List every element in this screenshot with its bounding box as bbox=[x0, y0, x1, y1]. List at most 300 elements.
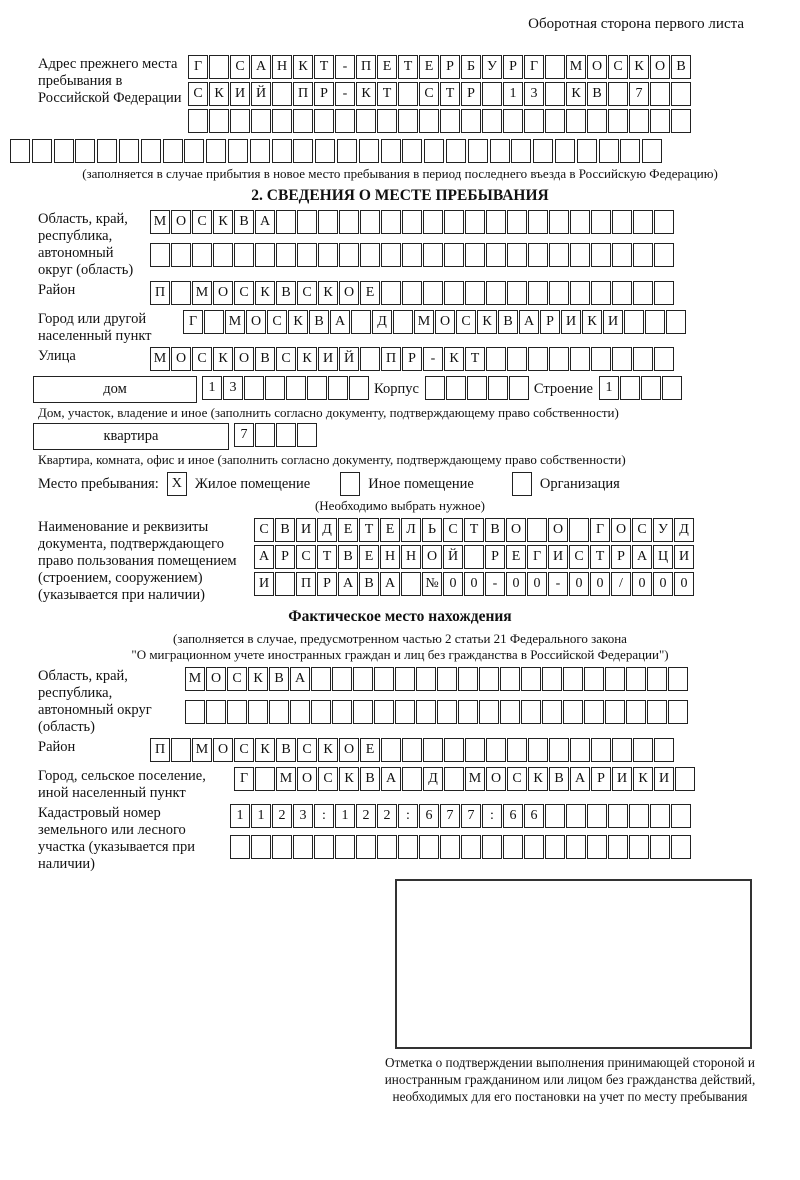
char-cell[interactable] bbox=[339, 243, 359, 267]
char-cell[interactable]: С bbox=[419, 82, 439, 106]
char-cell[interactable]: 0 bbox=[506, 572, 526, 596]
char-cell[interactable] bbox=[251, 109, 271, 133]
char-cell[interactable] bbox=[486, 243, 506, 267]
char-cell[interactable] bbox=[633, 347, 653, 371]
char-cell[interactable]: А bbox=[338, 572, 358, 596]
char-cell[interactable]: И bbox=[548, 545, 568, 569]
char-cell[interactable]: 6 bbox=[419, 804, 439, 828]
char-cell[interactable]: И bbox=[230, 82, 250, 106]
char-cell[interactable] bbox=[549, 281, 569, 305]
char-cell[interactable] bbox=[311, 667, 331, 691]
char-cell[interactable]: Р bbox=[461, 82, 481, 106]
char-cell[interactable]: П bbox=[356, 55, 376, 79]
char-cell[interactable]: Т bbox=[590, 545, 610, 569]
char-cell[interactable] bbox=[461, 835, 481, 859]
char-cell[interactable] bbox=[276, 423, 296, 447]
char-cell[interactable] bbox=[335, 835, 355, 859]
char-cell[interactable]: С bbox=[192, 347, 212, 371]
char-cell[interactable]: К bbox=[248, 667, 268, 691]
char-cell[interactable] bbox=[490, 139, 510, 163]
char-cell[interactable] bbox=[650, 109, 670, 133]
char-cell[interactable]: И bbox=[318, 347, 338, 371]
char-cell[interactable] bbox=[545, 804, 565, 828]
char-cell[interactable]: И bbox=[674, 545, 694, 569]
char-cell[interactable] bbox=[633, 210, 653, 234]
char-cell[interactable] bbox=[213, 243, 233, 267]
char-cell[interactable]: А bbox=[254, 545, 274, 569]
char-cell[interactable] bbox=[566, 835, 586, 859]
char-cell[interactable]: У bbox=[653, 518, 673, 542]
char-cell[interactable]: Т bbox=[317, 545, 337, 569]
char-cell[interactable]: Е bbox=[380, 518, 400, 542]
char-cell[interactable] bbox=[465, 210, 485, 234]
char-cell[interactable] bbox=[461, 109, 481, 133]
char-cell[interactable]: 1 bbox=[251, 804, 271, 828]
char-cell[interactable] bbox=[401, 572, 421, 596]
char-cell[interactable] bbox=[599, 139, 619, 163]
char-cell[interactable]: Г bbox=[524, 55, 544, 79]
char-cell[interactable] bbox=[629, 835, 649, 859]
char-cell[interactable] bbox=[402, 243, 422, 267]
char-cell[interactable]: М bbox=[225, 310, 245, 334]
char-cell[interactable]: 6 bbox=[503, 804, 523, 828]
char-cell[interactable] bbox=[416, 700, 436, 724]
char-cell[interactable] bbox=[587, 804, 607, 828]
char-cell[interactable]: К bbox=[633, 767, 653, 791]
char-cell[interactable]: С bbox=[608, 55, 628, 79]
char-cell[interactable] bbox=[272, 835, 292, 859]
char-cell[interactable]: 2 bbox=[377, 804, 397, 828]
char-cell[interactable] bbox=[584, 700, 604, 724]
char-cell[interactable] bbox=[307, 376, 327, 400]
char-cell[interactable]: Н bbox=[401, 545, 421, 569]
char-cell[interactable] bbox=[542, 667, 562, 691]
char-cell[interactable] bbox=[549, 243, 569, 267]
char-cell[interactable]: 6 bbox=[524, 804, 544, 828]
char-cell[interactable] bbox=[507, 243, 527, 267]
char-cell[interactable]: С bbox=[254, 518, 274, 542]
char-cell[interactable] bbox=[265, 376, 285, 400]
char-cell[interactable] bbox=[608, 82, 628, 106]
char-cell[interactable] bbox=[591, 210, 611, 234]
char-cell[interactable] bbox=[468, 139, 488, 163]
char-cell[interactable]: И bbox=[296, 518, 316, 542]
char-cell[interactable]: 7 bbox=[629, 82, 649, 106]
char-cell[interactable] bbox=[650, 82, 670, 106]
char-cell[interactable]: М bbox=[465, 767, 485, 791]
char-cell[interactable] bbox=[633, 281, 653, 305]
char-cell[interactable]: А bbox=[381, 767, 401, 791]
char-cell[interactable] bbox=[381, 210, 401, 234]
char-cell[interactable]: - bbox=[335, 82, 355, 106]
char-cell[interactable]: К bbox=[318, 738, 338, 762]
char-cell[interactable] bbox=[587, 835, 607, 859]
char-cell[interactable]: 2 bbox=[272, 804, 292, 828]
char-cell[interactable] bbox=[332, 667, 352, 691]
char-cell[interactable] bbox=[620, 139, 640, 163]
char-cell[interactable] bbox=[542, 700, 562, 724]
char-cell[interactable]: Т bbox=[398, 55, 418, 79]
char-cell[interactable]: Е bbox=[359, 545, 379, 569]
char-cell[interactable] bbox=[314, 835, 334, 859]
char-cell[interactable] bbox=[624, 310, 644, 334]
char-cell[interactable]: М bbox=[566, 55, 586, 79]
char-cell[interactable] bbox=[332, 700, 352, 724]
char-cell[interactable]: 1 bbox=[230, 804, 250, 828]
char-cell[interactable] bbox=[612, 281, 632, 305]
char-cell[interactable] bbox=[209, 55, 229, 79]
char-cell[interactable] bbox=[507, 738, 527, 762]
char-cell[interactable] bbox=[482, 835, 502, 859]
char-cell[interactable]: С bbox=[297, 281, 317, 305]
char-cell[interactable] bbox=[668, 700, 688, 724]
char-cell[interactable]: А bbox=[632, 545, 652, 569]
char-cell[interactable] bbox=[275, 572, 295, 596]
char-cell[interactable]: Р bbox=[314, 82, 334, 106]
char-cell[interactable]: Ц bbox=[653, 545, 673, 569]
char-cell[interactable] bbox=[293, 109, 313, 133]
char-cell[interactable]: О bbox=[650, 55, 670, 79]
char-cell[interactable]: К bbox=[566, 82, 586, 106]
char-cell[interactable] bbox=[521, 667, 541, 691]
char-cell[interactable]: А bbox=[255, 210, 275, 234]
char-cell[interactable]: С bbox=[456, 310, 476, 334]
char-cell[interactable]: В bbox=[498, 310, 518, 334]
char-cell[interactable]: А bbox=[330, 310, 350, 334]
char-cell[interactable] bbox=[654, 281, 674, 305]
char-cell[interactable]: О bbox=[548, 518, 568, 542]
char-cell[interactable]: О bbox=[486, 767, 506, 791]
char-cell[interactable]: И bbox=[254, 572, 274, 596]
char-cell[interactable]: : bbox=[398, 804, 418, 828]
checkbox-organization[interactable] bbox=[512, 472, 532, 496]
char-cell[interactable] bbox=[395, 667, 415, 691]
char-cell[interactable] bbox=[503, 835, 523, 859]
char-cell[interactable]: С bbox=[632, 518, 652, 542]
char-cell[interactable] bbox=[654, 243, 674, 267]
char-cell[interactable] bbox=[671, 82, 691, 106]
char-cell[interactable]: 7 bbox=[461, 804, 481, 828]
char-cell[interactable] bbox=[184, 139, 204, 163]
char-cell[interactable]: С bbox=[296, 545, 316, 569]
char-cell[interactable] bbox=[528, 347, 548, 371]
char-cell[interactable] bbox=[444, 210, 464, 234]
char-cell[interactable]: С bbox=[569, 545, 589, 569]
char-cell[interactable] bbox=[675, 767, 695, 791]
char-cell[interactable] bbox=[318, 243, 338, 267]
char-cell[interactable] bbox=[444, 243, 464, 267]
char-cell[interactable]: О bbox=[246, 310, 266, 334]
char-cell[interactable] bbox=[654, 738, 674, 762]
char-cell[interactable] bbox=[500, 667, 520, 691]
char-cell[interactable] bbox=[425, 376, 445, 400]
char-cell[interactable] bbox=[381, 738, 401, 762]
char-cell[interactable] bbox=[192, 243, 212, 267]
char-cell[interactable]: К bbox=[213, 347, 233, 371]
char-cell[interactable]: К bbox=[213, 210, 233, 234]
char-cell[interactable] bbox=[353, 667, 373, 691]
char-cell[interactable] bbox=[351, 310, 371, 334]
char-cell[interactable] bbox=[297, 243, 317, 267]
house-type-cell[interactable]: дом bbox=[33, 376, 197, 403]
char-cell[interactable]: К bbox=[255, 281, 275, 305]
char-cell[interactable]: П bbox=[381, 347, 401, 371]
char-cell[interactable] bbox=[185, 700, 205, 724]
char-cell[interactable] bbox=[297, 423, 317, 447]
char-cell[interactable]: 0 bbox=[464, 572, 484, 596]
char-cell[interactable]: / bbox=[611, 572, 631, 596]
char-cell[interactable]: О bbox=[587, 55, 607, 79]
char-cell[interactable]: С bbox=[230, 55, 250, 79]
char-cell[interactable]: К bbox=[339, 767, 359, 791]
checkbox-other-premises[interactable] bbox=[340, 472, 360, 496]
char-cell[interactable] bbox=[356, 835, 376, 859]
char-cell[interactable]: 1 bbox=[202, 376, 222, 400]
checkbox-residential[interactable]: X bbox=[167, 472, 187, 496]
char-cell[interactable] bbox=[608, 835, 628, 859]
char-cell[interactable]: О bbox=[339, 281, 359, 305]
char-cell[interactable] bbox=[75, 139, 95, 163]
char-cell[interactable]: Н bbox=[380, 545, 400, 569]
char-cell[interactable] bbox=[360, 243, 380, 267]
char-cell[interactable]: Ь bbox=[422, 518, 442, 542]
char-cell[interactable]: О bbox=[422, 545, 442, 569]
char-cell[interactable]: 7 bbox=[440, 804, 460, 828]
char-cell[interactable] bbox=[314, 109, 334, 133]
char-cell[interactable] bbox=[566, 804, 586, 828]
char-cell[interactable] bbox=[650, 835, 670, 859]
char-cell[interactable] bbox=[416, 667, 436, 691]
char-cell[interactable] bbox=[500, 700, 520, 724]
char-cell[interactable]: В bbox=[338, 545, 358, 569]
char-cell[interactable] bbox=[402, 281, 422, 305]
char-cell[interactable] bbox=[423, 210, 443, 234]
char-cell[interactable] bbox=[119, 139, 139, 163]
char-cell[interactable]: Д bbox=[372, 310, 392, 334]
char-cell[interactable] bbox=[545, 55, 565, 79]
char-cell[interactable]: Е bbox=[506, 545, 526, 569]
char-cell[interactable]: 0 bbox=[443, 572, 463, 596]
char-cell[interactable] bbox=[269, 700, 289, 724]
char-cell[interactable]: Т bbox=[464, 518, 484, 542]
char-cell[interactable] bbox=[393, 310, 413, 334]
char-cell[interactable] bbox=[605, 667, 625, 691]
char-cell[interactable] bbox=[423, 738, 443, 762]
char-cell[interactable]: Г bbox=[234, 767, 254, 791]
char-cell[interactable] bbox=[381, 243, 401, 267]
char-cell[interactable]: И bbox=[654, 767, 674, 791]
char-cell[interactable]: Й bbox=[443, 545, 463, 569]
char-cell[interactable] bbox=[398, 109, 418, 133]
char-cell[interactable] bbox=[662, 376, 682, 400]
char-cell[interactable] bbox=[381, 139, 401, 163]
char-cell[interactable] bbox=[507, 281, 527, 305]
char-cell[interactable]: С bbox=[234, 281, 254, 305]
char-cell[interactable] bbox=[545, 82, 565, 106]
char-cell[interactable] bbox=[163, 139, 183, 163]
char-cell[interactable] bbox=[626, 667, 646, 691]
char-cell[interactable] bbox=[482, 82, 502, 106]
char-cell[interactable] bbox=[374, 667, 394, 691]
char-cell[interactable] bbox=[374, 700, 394, 724]
char-cell[interactable]: Т bbox=[314, 55, 334, 79]
char-cell[interactable]: В bbox=[275, 518, 295, 542]
char-cell[interactable]: В bbox=[587, 82, 607, 106]
char-cell[interactable] bbox=[654, 210, 674, 234]
char-cell[interactable] bbox=[479, 667, 499, 691]
char-cell[interactable] bbox=[446, 376, 466, 400]
char-cell[interactable]: В bbox=[234, 210, 254, 234]
char-cell[interactable]: О bbox=[206, 667, 226, 691]
char-cell[interactable] bbox=[398, 835, 418, 859]
char-cell[interactable] bbox=[486, 281, 506, 305]
char-cell[interactable] bbox=[204, 310, 224, 334]
char-cell[interactable]: Г bbox=[590, 518, 610, 542]
char-cell[interactable] bbox=[569, 518, 589, 542]
char-cell[interactable] bbox=[503, 109, 523, 133]
char-cell[interactable]: К bbox=[356, 82, 376, 106]
char-cell[interactable]: О bbox=[213, 281, 233, 305]
char-cell[interactable] bbox=[511, 139, 531, 163]
char-cell[interactable] bbox=[54, 139, 74, 163]
char-cell[interactable]: 2 bbox=[356, 804, 376, 828]
char-cell[interactable]: К bbox=[582, 310, 602, 334]
char-cell[interactable]: М bbox=[192, 281, 212, 305]
char-cell[interactable] bbox=[359, 139, 379, 163]
char-cell[interactable] bbox=[402, 767, 422, 791]
char-cell[interactable]: К bbox=[444, 347, 464, 371]
char-cell[interactable]: С bbox=[234, 738, 254, 762]
char-cell[interactable]: С bbox=[192, 210, 212, 234]
char-cell[interactable] bbox=[591, 347, 611, 371]
char-cell[interactable]: № bbox=[422, 572, 442, 596]
char-cell[interactable] bbox=[650, 804, 670, 828]
char-cell[interactable] bbox=[32, 139, 52, 163]
char-cell[interactable] bbox=[272, 139, 292, 163]
char-cell[interactable] bbox=[549, 738, 569, 762]
char-cell[interactable] bbox=[276, 210, 296, 234]
char-cell[interactable] bbox=[608, 109, 628, 133]
char-cell[interactable]: И bbox=[612, 767, 632, 791]
char-cell[interactable] bbox=[608, 804, 628, 828]
char-cell[interactable] bbox=[349, 376, 369, 400]
char-cell[interactable]: Р bbox=[440, 55, 460, 79]
char-cell[interactable]: : bbox=[482, 804, 502, 828]
char-cell[interactable]: Р bbox=[402, 347, 422, 371]
char-cell[interactable]: А bbox=[380, 572, 400, 596]
char-cell[interactable]: Н bbox=[272, 55, 292, 79]
char-cell[interactable] bbox=[171, 738, 191, 762]
char-cell[interactable]: К bbox=[629, 55, 649, 79]
char-cell[interactable]: М bbox=[150, 210, 170, 234]
char-cell[interactable]: Р bbox=[591, 767, 611, 791]
char-cell[interactable] bbox=[230, 109, 250, 133]
char-cell[interactable] bbox=[479, 700, 499, 724]
char-cell[interactable]: Р bbox=[611, 545, 631, 569]
char-cell[interactable]: - bbox=[423, 347, 443, 371]
char-cell[interactable] bbox=[440, 109, 460, 133]
char-cell[interactable]: - bbox=[485, 572, 505, 596]
char-cell[interactable]: К bbox=[255, 738, 275, 762]
char-cell[interactable] bbox=[612, 738, 632, 762]
char-cell[interactable]: - bbox=[335, 55, 355, 79]
char-cell[interactable]: С bbox=[318, 767, 338, 791]
char-cell[interactable]: П bbox=[293, 82, 313, 106]
char-cell[interactable] bbox=[337, 139, 357, 163]
char-cell[interactable] bbox=[620, 376, 640, 400]
char-cell[interactable] bbox=[612, 210, 632, 234]
char-cell[interactable]: С bbox=[276, 347, 296, 371]
char-cell[interactable]: С bbox=[507, 767, 527, 791]
char-cell[interactable] bbox=[642, 139, 662, 163]
char-cell[interactable]: М bbox=[192, 738, 212, 762]
char-cell[interactable] bbox=[633, 243, 653, 267]
char-cell[interactable] bbox=[444, 738, 464, 762]
char-cell[interactable]: Г bbox=[527, 545, 547, 569]
char-cell[interactable]: 0 bbox=[674, 572, 694, 596]
char-cell[interactable] bbox=[527, 518, 547, 542]
char-cell[interactable]: О bbox=[339, 738, 359, 762]
char-cell[interactable]: О bbox=[611, 518, 631, 542]
char-cell[interactable] bbox=[488, 376, 508, 400]
char-cell[interactable]: О bbox=[213, 738, 233, 762]
char-cell[interactable]: К bbox=[318, 281, 338, 305]
char-cell[interactable]: Г bbox=[188, 55, 208, 79]
char-cell[interactable] bbox=[250, 139, 270, 163]
char-cell[interactable] bbox=[339, 210, 359, 234]
char-cell[interactable] bbox=[549, 210, 569, 234]
char-cell[interactable]: Г bbox=[183, 310, 203, 334]
char-cell[interactable] bbox=[209, 109, 229, 133]
char-cell[interactable] bbox=[467, 376, 487, 400]
char-cell[interactable] bbox=[335, 109, 355, 133]
apartment-type-cell[interactable]: квартира bbox=[33, 423, 229, 450]
char-cell[interactable]: М bbox=[414, 310, 434, 334]
char-cell[interactable] bbox=[641, 376, 661, 400]
char-cell[interactable] bbox=[528, 738, 548, 762]
char-cell[interactable] bbox=[440, 835, 460, 859]
char-cell[interactable] bbox=[402, 738, 422, 762]
char-cell[interactable]: В bbox=[360, 767, 380, 791]
char-cell[interactable] bbox=[248, 700, 268, 724]
char-cell[interactable] bbox=[255, 767, 275, 791]
char-cell[interactable]: К bbox=[477, 310, 497, 334]
char-cell[interactable]: 0 bbox=[632, 572, 652, 596]
char-cell[interactable] bbox=[612, 243, 632, 267]
char-cell[interactable]: К bbox=[293, 55, 313, 79]
char-cell[interactable]: С bbox=[443, 518, 463, 542]
char-cell[interactable]: Р bbox=[485, 545, 505, 569]
char-cell[interactable] bbox=[570, 347, 590, 371]
char-cell[interactable]: А bbox=[570, 767, 590, 791]
char-cell[interactable] bbox=[566, 109, 586, 133]
char-cell[interactable]: К bbox=[297, 347, 317, 371]
char-cell[interactable] bbox=[230, 835, 250, 859]
char-cell[interactable] bbox=[521, 700, 541, 724]
char-cell[interactable] bbox=[227, 700, 247, 724]
char-cell[interactable]: М bbox=[276, 767, 296, 791]
char-cell[interactable] bbox=[587, 109, 607, 133]
char-cell[interactable] bbox=[570, 281, 590, 305]
char-cell[interactable]: С bbox=[297, 738, 317, 762]
char-cell[interactable] bbox=[486, 210, 506, 234]
char-cell[interactable]: Е bbox=[360, 281, 380, 305]
char-cell[interactable] bbox=[626, 700, 646, 724]
char-cell[interactable] bbox=[395, 700, 415, 724]
char-cell[interactable] bbox=[171, 243, 191, 267]
char-cell[interactable]: 1 bbox=[335, 804, 355, 828]
char-cell[interactable]: Т bbox=[359, 518, 379, 542]
